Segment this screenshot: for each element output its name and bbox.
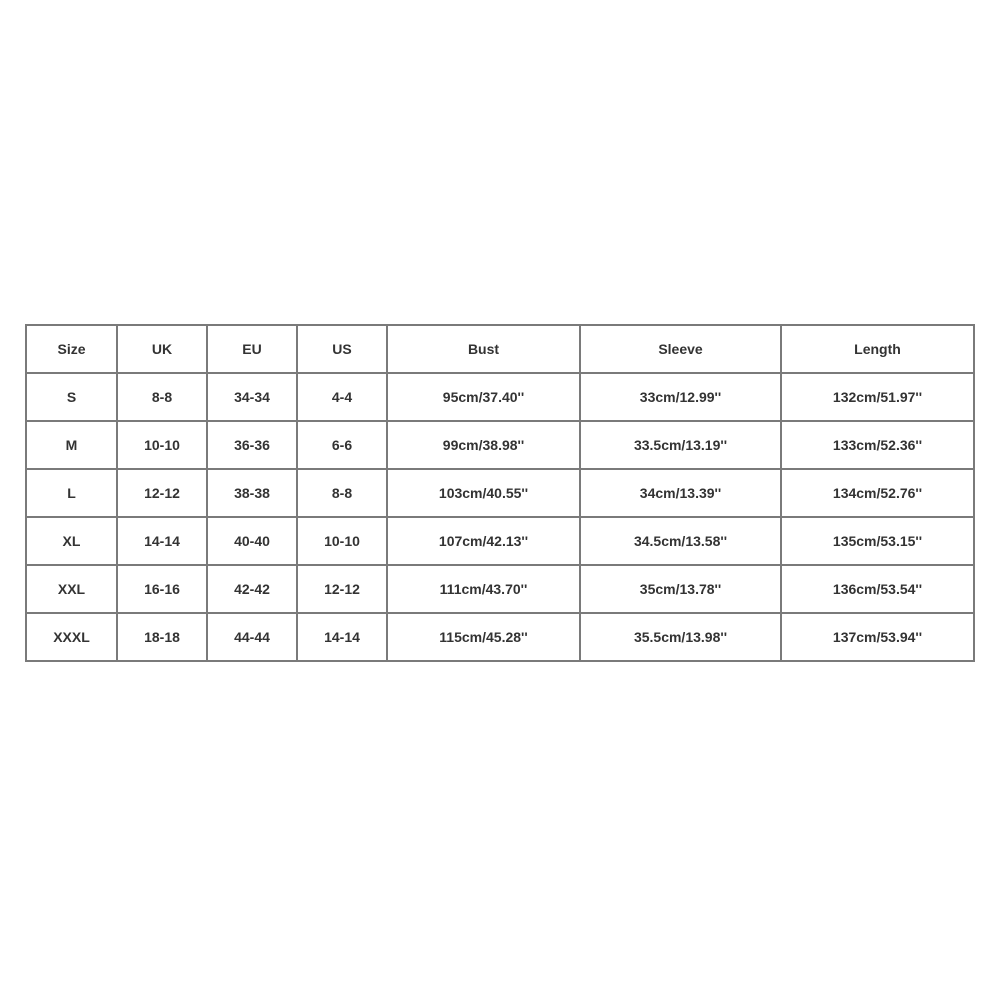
cell-uk: 10-10 xyxy=(117,421,207,469)
table-row xyxy=(26,421,974,469)
cell-sleeve: 33.5cm/13.19'' xyxy=(580,421,781,469)
cell-uk: 16-16 xyxy=(117,565,207,613)
cell-eu: 42-42 xyxy=(207,565,297,613)
cell-bust: 99cm/38.98'' xyxy=(387,421,580,469)
cell-size: XXL xyxy=(26,565,117,613)
cell-bust: 103cm/40.55'' xyxy=(387,469,580,517)
cell-size: XL xyxy=(26,517,117,565)
cell-length: 133cm/52.36'' xyxy=(781,421,974,469)
cell-length: 134cm/52.76'' xyxy=(781,469,974,517)
cell-eu: 34-34 xyxy=(207,373,297,421)
cell-length: 135cm/53.15'' xyxy=(781,517,974,565)
cell-eu: 38-38 xyxy=(207,469,297,517)
cell-bust: 111cm/43.70'' xyxy=(387,565,580,613)
cell-bust: 95cm/37.40'' xyxy=(387,373,580,421)
cell-sleeve: 35cm/13.78'' xyxy=(580,565,781,613)
cell-us: 12-12 xyxy=(297,565,387,613)
cell-size: L xyxy=(26,469,117,517)
cell-uk: 8-8 xyxy=(117,373,207,421)
cell-bust: 107cm/42.13'' xyxy=(387,517,580,565)
cell-length: 136cm/53.54'' xyxy=(781,565,974,613)
cell-size: S xyxy=(26,373,117,421)
size-chart-table xyxy=(25,324,975,662)
cell-bust: 115cm/45.28'' xyxy=(387,613,580,661)
cell-length: 132cm/51.97'' xyxy=(781,373,974,421)
cell-us: 14-14 xyxy=(297,613,387,661)
cell-us: 6-6 xyxy=(297,421,387,469)
cell-eu: 44-44 xyxy=(207,613,297,661)
table-row xyxy=(26,517,974,565)
header-size: Size xyxy=(26,325,117,373)
header-uk: UK xyxy=(117,325,207,373)
table-row xyxy=(26,565,974,613)
cell-us: 4-4 xyxy=(297,373,387,421)
cell-size: XXXL xyxy=(26,613,117,661)
cell-sleeve: 34cm/13.39'' xyxy=(580,469,781,517)
header-length: Length xyxy=(781,325,974,373)
cell-sleeve: 33cm/12.99'' xyxy=(580,373,781,421)
cell-us: 8-8 xyxy=(297,469,387,517)
cell-size: M xyxy=(26,421,117,469)
header-us: US xyxy=(297,325,387,373)
cell-uk: 14-14 xyxy=(117,517,207,565)
cell-eu: 40-40 xyxy=(207,517,297,565)
cell-sleeve: 34.5cm/13.58'' xyxy=(580,517,781,565)
header-sleeve: Sleeve xyxy=(580,325,781,373)
cell-us: 10-10 xyxy=(297,517,387,565)
header-eu: EU xyxy=(207,325,297,373)
table-row xyxy=(26,469,974,517)
table-row xyxy=(26,613,974,661)
cell-length: 137cm/53.94'' xyxy=(781,613,974,661)
cell-sleeve: 35.5cm/13.98'' xyxy=(580,613,781,661)
cell-uk: 18-18 xyxy=(117,613,207,661)
cell-eu: 36-36 xyxy=(207,421,297,469)
cell-uk: 12-12 xyxy=(117,469,207,517)
table-row xyxy=(26,373,974,421)
header-bust: Bust xyxy=(387,325,580,373)
table-header-row xyxy=(26,325,974,373)
